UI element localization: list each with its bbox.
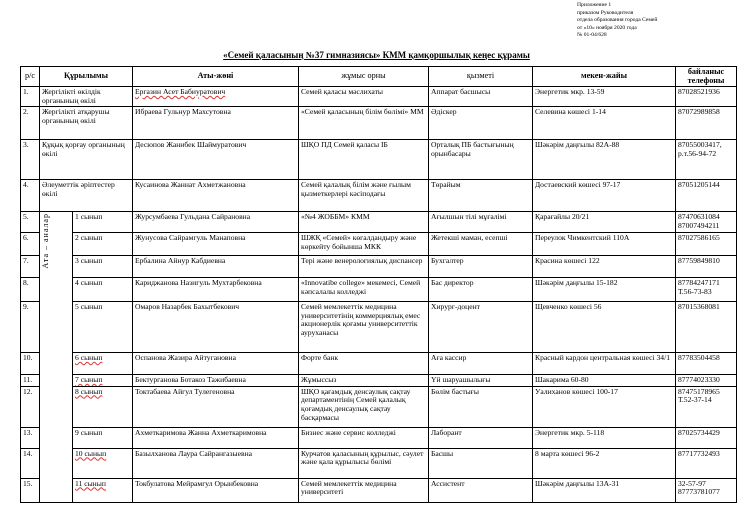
- row-workplace: «Семей қаласының білім бөлімі» ММ: [299, 107, 429, 140]
- table-row: [21, 180, 737, 212]
- row-name: Десюпов Жанибек Шаймуратович: [133, 140, 299, 180]
- row-workplace: Семей мемлекеттік медицина университеті: [299, 478, 429, 502]
- row-phone: 87759849810: [676, 255, 737, 277]
- row-name: Журсумбаева Гульдана Сайрановна: [133, 212, 299, 232]
- row-num: 5.: [21, 212, 40, 232]
- row-workplace: ШҚО ПД Семей қаласы ІБ: [299, 140, 429, 180]
- row-num: 8.: [21, 277, 40, 301]
- row-address: Щевченко көшесі 56: [533, 301, 676, 352]
- header-name: Аты-жөні: [133, 67, 299, 87]
- appendix-line: Приложение 1: [577, 2, 612, 8]
- table-row: [21, 386, 737, 427]
- row-name: Кариджанова Назигуль Мухтарбековна: [133, 277, 299, 301]
- row-address: Шакарима 60-80: [533, 374, 676, 386]
- row-num: 6.: [21, 232, 40, 255]
- row-class: 11 сынып: [73, 478, 133, 502]
- row-phone: 87784247171 Т.56-73-83: [676, 277, 737, 301]
- row-name: Токтабаева Айгул Тулегеновна: [133, 386, 299, 427]
- row-address: Шәкәрім даңғылы 15-182: [533, 277, 676, 301]
- row-num: 2.: [21, 107, 40, 140]
- row-position: Бас директор: [429, 277, 533, 301]
- table-row: [21, 427, 737, 448]
- row-class: 2 сынып: [73, 232, 133, 255]
- row-workplace: Курчатов қаласының құрылыс, сәулет және қала құрылысы бөлімі: [299, 448, 429, 478]
- row-position: Хирург-доцент: [429, 301, 533, 352]
- row-position: Ассистент: [429, 478, 533, 502]
- row-structure: Әлеуметтік әріптестер өкілі: [40, 180, 133, 212]
- table-row: [21, 212, 737, 232]
- row-position: Төрайым: [429, 180, 533, 212]
- row-workplace: Тері және венерологиялық диспансер: [299, 255, 429, 277]
- row-workplace: «№4 ЖОББМ» КММ: [299, 212, 429, 232]
- row-phone: 87783504458: [676, 352, 737, 374]
- document-title: «Семей қаласының №37 гимназиясы» КММ қамқоршылық кеңес құрамы: [223, 50, 530, 60]
- row-position: Бухгалтер: [429, 255, 533, 277]
- row-num: 1.: [21, 87, 40, 107]
- header-phone: байланыс телефоны: [676, 67, 737, 87]
- header-position: қызметі: [429, 67, 533, 87]
- row-position: Орталық ПБ бастығының орынбасары: [429, 140, 533, 180]
- row-address: 8 марта көшесі 96-2: [533, 448, 676, 478]
- row-workplace: Семей қалалық білім және ғылым қызметкерлері кәсіподағы: [299, 180, 429, 212]
- row-class: 8 сынып: [73, 386, 133, 427]
- header-workplace: жұмыс орны: [299, 67, 429, 87]
- row-position: Аппарат басшысы: [429, 87, 533, 107]
- row-phone: 87025734429: [676, 427, 737, 448]
- council-table: [20, 66, 737, 503]
- row-class: 1 сынып: [73, 212, 133, 232]
- table-row: [21, 232, 737, 255]
- header-num: р/с: [21, 67, 40, 87]
- row-address: Энергетик мкр. 13-59: [533, 87, 676, 107]
- table-row: [21, 352, 737, 374]
- row-num: 12.: [21, 386, 40, 427]
- header-structure: Құрылымы: [40, 67, 133, 87]
- row-position: Басшы: [429, 448, 533, 478]
- row-name: Ербалина Айнур Кабдиевна: [133, 255, 299, 277]
- row-phone: 87055003417, р.т.56-94-72: [676, 140, 737, 180]
- row-name: Жунусова Сайрамгуль Манаповна: [133, 232, 299, 255]
- row-address: Шәкәрім даңғылы 13А-31: [533, 478, 676, 502]
- row-num: 15.: [21, 478, 40, 502]
- appendix-line: от «10» ноября 2020 года: [577, 24, 637, 31]
- row-phone: 87717732493: [676, 448, 737, 478]
- row-name: Оспанова Жазира Айтугановна: [133, 352, 299, 374]
- table-row: [21, 255, 737, 277]
- row-position: Ағылшын тілі мұғалімі: [429, 212, 533, 232]
- header-address: мекен-жайы: [533, 67, 676, 87]
- table-row: [21, 448, 737, 478]
- row-name: Омаров Назарбек Бахытбекович: [133, 301, 299, 352]
- row-phone: 87015368081: [676, 301, 737, 352]
- table-header-row: [21, 67, 737, 87]
- row-phone: 87051205144: [676, 180, 737, 212]
- appendix-line: приказом Руководителя: [577, 9, 634, 16]
- row-workplace: ШЖҚ «Семей» көгалдандыру және көркейту бойынша МКК: [299, 232, 429, 255]
- row-address: Шәкәрім даңғылы 82А-88: [533, 140, 676, 180]
- parents-label: Ата – аналар: [41, 213, 50, 269]
- row-name: Ибраева Гульнур Махсутовна: [133, 107, 299, 140]
- row-phone: 87072989858: [676, 107, 737, 140]
- parents-group-cell: [40, 212, 73, 502]
- row-name: Ергазин Асет Бабиуратович: [133, 87, 299, 107]
- row-position: Лаборант: [429, 427, 533, 448]
- row-name: Кусаинова Жаннат Ахметжановна: [133, 180, 299, 212]
- row-workplace: Семей мемлекеттік медицина университетінің коммерциялық емес акционерлік қоғамы университеттік ауруханасы: [299, 301, 429, 352]
- row-class: 10 сынып: [73, 448, 133, 478]
- row-num: 11.: [21, 374, 40, 386]
- row-num: 7.: [21, 255, 40, 277]
- row-phone: 32-57-97 87773781077: [676, 478, 737, 502]
- row-phone: 87028521936: [676, 87, 737, 107]
- table-row: [21, 478, 737, 502]
- row-class: 6 сынып: [73, 352, 133, 374]
- row-address: Красина көшесі 122: [533, 255, 676, 277]
- row-address: Селевина көшесі 1-14: [533, 107, 676, 140]
- row-position: Бөлім бастығы: [429, 386, 533, 427]
- row-class: 9 сынып: [73, 427, 133, 448]
- appendix-header: [577, 2, 749, 40]
- row-class: 4 сынып: [73, 277, 133, 301]
- row-num: 3.: [21, 140, 40, 180]
- row-workplace: ШҚО қағамдық денсаулық сақтау департаментінің Семей қалалық қоғамдық денсаулық сақтау басқармасы: [299, 386, 429, 427]
- row-address: Красный кардон центральная көшесі 34/1: [533, 352, 676, 374]
- row-phone: 87774023330: [676, 374, 737, 386]
- row-num: 14.: [21, 448, 40, 478]
- appendix-line: отдела образования города Семей: [577, 17, 658, 24]
- table-row: [21, 277, 737, 301]
- table-row: [21, 301, 737, 352]
- row-phone: 87027586165: [676, 232, 737, 255]
- row-phone: 87475178965 Т.52-37-14: [676, 386, 737, 427]
- row-workplace: Жұмыссыз: [299, 374, 429, 386]
- row-workplace: Форте банк: [299, 352, 429, 374]
- row-position: Әдіскер: [429, 107, 533, 140]
- row-address: Энергетик мкр. 5-118: [533, 427, 676, 448]
- row-num: 4.: [21, 180, 40, 212]
- row-address: Уалиханов көшесі 100-17: [533, 386, 676, 427]
- row-name: Базылханова Лаура Сайрангазыевна: [133, 448, 299, 478]
- row-name: Бектурганова Ботакоз Тажибаевна: [133, 374, 299, 386]
- row-num: 9.: [21, 301, 40, 352]
- row-address: Қарағайлы 20/21: [533, 212, 676, 232]
- row-class: 5 сынып: [73, 301, 133, 352]
- row-workplace: Бизнес және сервис колледжі: [299, 427, 429, 448]
- row-structure: Жергілікті атқарушы органының өкілі: [40, 107, 133, 140]
- appendix-line: № 01-04/628: [577, 32, 607, 39]
- table-row: [21, 374, 737, 386]
- table-row: [21, 140, 737, 180]
- row-structure: Құқық қорғау органының өкілі: [40, 140, 133, 180]
- row-position: Аға кассир: [429, 352, 533, 374]
- row-num: 13.: [21, 427, 40, 448]
- table-row: [21, 107, 737, 140]
- row-class: 7 сынып: [73, 374, 133, 386]
- row-position: Жетекші маман, есепші: [429, 232, 533, 255]
- row-address: Переулок Чимкентский 110А: [533, 232, 676, 255]
- row-workplace: Семей қаласы мәслихаты: [299, 87, 429, 107]
- row-phone: 87470631084 87007494211: [676, 212, 737, 232]
- row-class: 3 сынып: [73, 255, 133, 277]
- row-workplace: «Innovatibe college» мекемесі, Семей кәпсалалы колледжі: [299, 277, 429, 301]
- row-structure: Жергілікті өкілдік органының өкілі: [40, 87, 133, 107]
- row-position: Үй шаруашылығы: [429, 374, 533, 386]
- table-row: [21, 87, 737, 107]
- row-address: Достаевский көшесі 97-17: [533, 180, 676, 212]
- row-num: 10.: [21, 352, 40, 374]
- row-name: Ахметкаримова Жанна Ахметкаримовна: [133, 427, 299, 448]
- row-name: Токбулатова Мейрамгул Орынбековна: [133, 478, 299, 502]
